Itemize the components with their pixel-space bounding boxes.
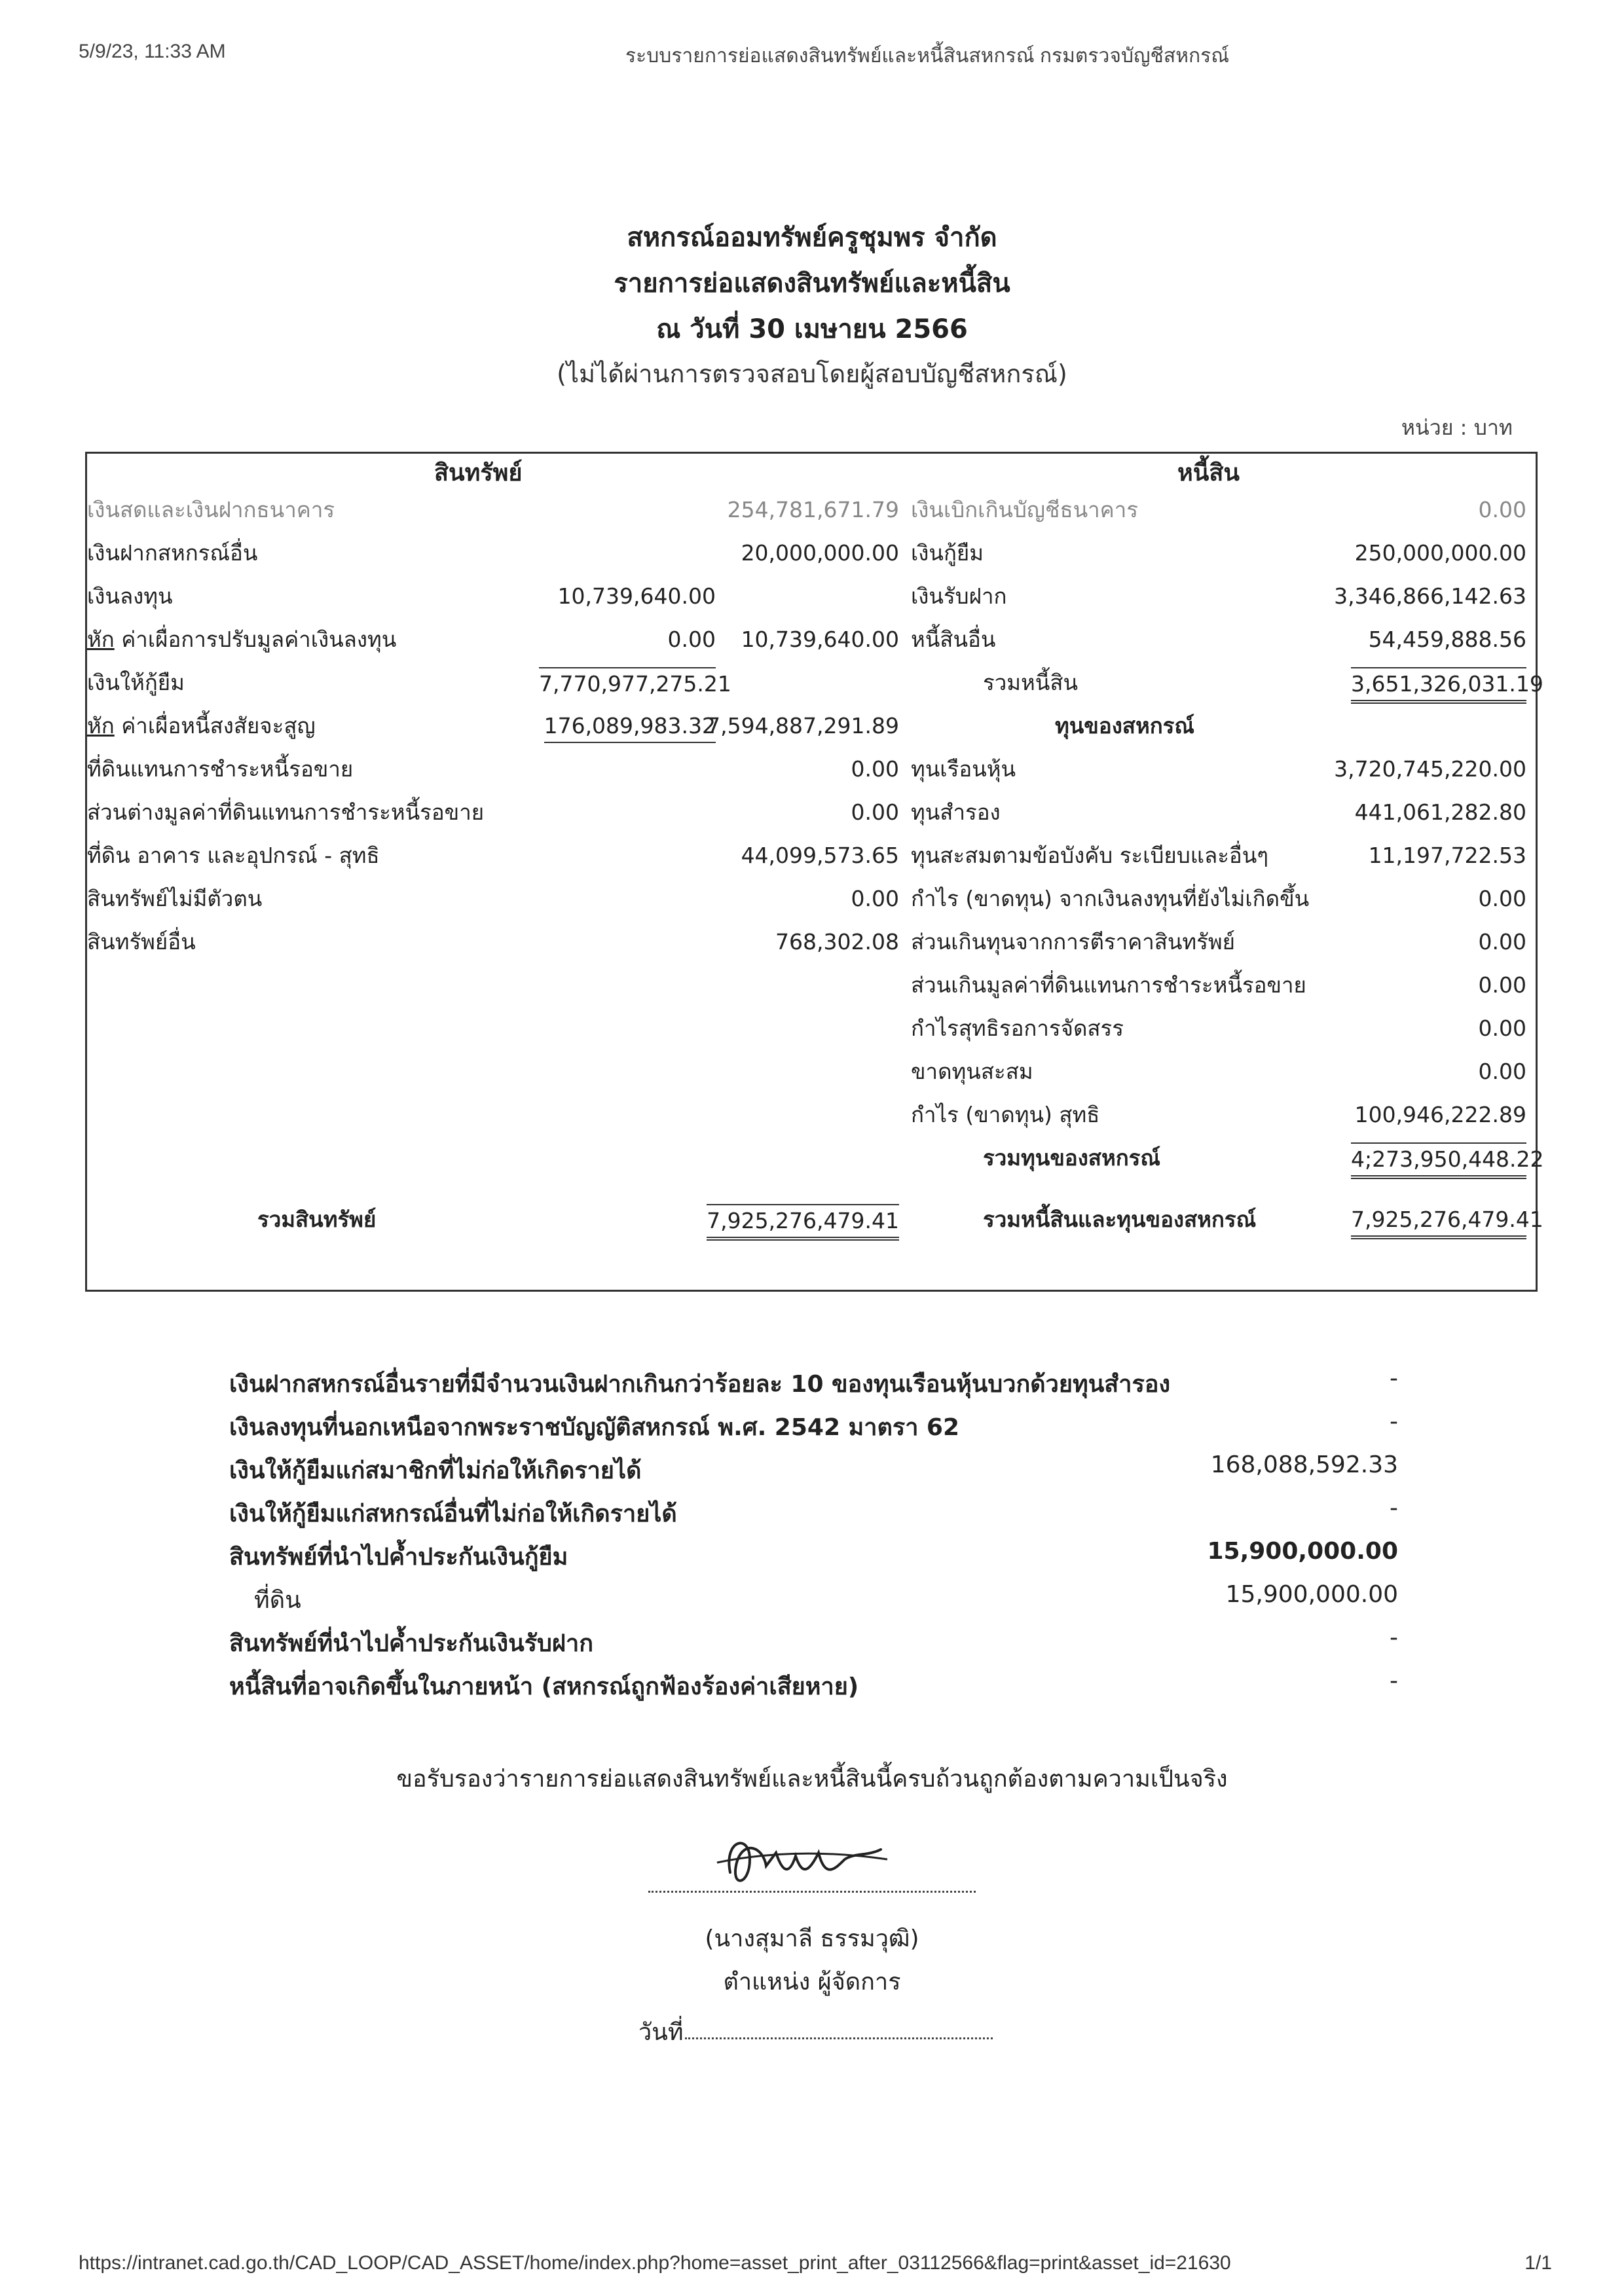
equity-row xyxy=(911,970,1526,1001)
liability-row xyxy=(911,581,1526,612)
note-label: ที่ดิน xyxy=(254,1587,301,1614)
assets-total-row xyxy=(87,1204,899,1235)
equity-value: 0.00 xyxy=(1478,1059,1526,1084)
print-datetime: 5/9/23, 11:33 AM xyxy=(79,41,226,62)
asset-row xyxy=(87,754,899,785)
asset-value: 44,099,573.65 xyxy=(741,843,899,868)
liabilities-header: หนี้สิน xyxy=(1177,460,1240,486)
equity-value: 100,946,222.89 xyxy=(1354,1102,1526,1127)
equity-row xyxy=(911,754,1526,785)
note-value: 15,900,000.00 xyxy=(1207,1538,1398,1565)
liabilities-total-label: รวมหนี้สิน xyxy=(983,670,1079,695)
note-label: เงินให้กู้ยืมแก่สมาชิกที่ไม่ก่อให้เกิดรายได้ xyxy=(229,1457,642,1484)
equity-total-row xyxy=(911,1142,1544,1174)
equity-label: กำไรสุทธิรอการจัดสรร xyxy=(911,1015,1124,1041)
assets-total-value: 7,925,276,479.41 xyxy=(707,1204,899,1241)
date-label: วันที่ xyxy=(638,2019,684,2046)
note-value: 168,088,592.33 xyxy=(1210,1451,1398,1478)
asset-value: 0.00 xyxy=(851,799,899,825)
equity-row xyxy=(911,840,1526,871)
note-value: - xyxy=(1390,1495,1398,1522)
equity-value: 0.00 xyxy=(1478,929,1526,955)
note-label: หนี้สินที่อาจเกิดขึ้นในภายหน้า (สหกรณ์ถูกฟ้องร้องค่าเสียหาย) xyxy=(229,1673,859,1700)
grand-total-label: รวมหนี้สินและทุนของสหกรณ์ xyxy=(983,1207,1257,1232)
assets-header: สินทรัพย์ xyxy=(434,460,523,486)
report-title: รายการย่อแสดงสินทรัพย์และหนี้สิน xyxy=(614,268,1010,299)
asset-row xyxy=(87,538,899,569)
equity-row xyxy=(911,1099,1526,1131)
deduct-prefix: หัก xyxy=(87,713,115,738)
asset-value: 0.00 xyxy=(851,886,899,911)
equity-value: 0.00 xyxy=(1478,1015,1526,1041)
note-label: สินทรัพย์ที่นำไปค้ำประกันเงินรับฝาก xyxy=(229,1630,593,1657)
equity-label: ส่วนเกินทุนจากการตีราคาสินทรัพย์ xyxy=(911,929,1235,955)
liability-label: หนี้สินอื่น xyxy=(911,627,996,652)
liability-value: 3,346,866,142.63 xyxy=(1334,583,1526,609)
certification-statement: ขอรับรองว่ารายการย่อแสดงสินทรัพย์และหนี้สินนี้ครบถ้วนถูกต้องตามความเป็นจริง xyxy=(396,1766,1228,1793)
equity-total-value: 4;273,950,448.22 xyxy=(1351,1142,1526,1179)
liability-label: เงินกู้ยืม xyxy=(911,540,984,566)
note-value: - xyxy=(1390,1624,1398,1651)
note-label: สินทรัพย์ที่นำไปค้ำประกันเงินกู้ยืม xyxy=(229,1544,568,1571)
signature-line xyxy=(648,1891,976,1893)
equity-label: ส่วนเกินมูลค่าที่ดินแทนการชำระหนี้รอขาย xyxy=(911,972,1306,998)
liability-row xyxy=(911,624,1526,655)
report-date: ณ วันที่ 30 เมษายน 2566 xyxy=(656,314,968,344)
asset-row xyxy=(87,797,899,828)
asset-label: เงินฝากสหกรณ์อื่น xyxy=(87,540,258,566)
grand-total-value: 7,925,276,479.41 xyxy=(1351,1204,1526,1239)
asset-value: 768,302.08 xyxy=(775,929,899,955)
asset-value: 20,000,000.00 xyxy=(741,540,899,566)
asset-value: 0.00 xyxy=(851,756,899,782)
asset-label: ค่าเผื่อหนี้สงสัยจะสูญ xyxy=(114,713,316,738)
equity-value: 0.00 xyxy=(1478,972,1526,998)
asset-label: ส่วนต่างมูลค่าที่ดินแทนการชำระหนี้รอขาย xyxy=(87,799,485,825)
grand-total-row xyxy=(911,1204,1543,1235)
print-footer-url: https://intranet.cad.go.th/CAD_LOOP/CAD_ASSET/home/index.php?home=asset_print_after_03112566&flag=print&asset_id=21630 xyxy=(79,2252,1231,2274)
asset-label: สินทรัพย์อื่น xyxy=(87,929,196,955)
asset-row xyxy=(87,710,899,742)
asset-row xyxy=(87,840,899,871)
asset-sub-value: 10,739,640.00 xyxy=(557,583,716,609)
equity-row xyxy=(911,797,1526,828)
liability-row xyxy=(911,494,1526,526)
equity-row xyxy=(911,926,1526,958)
coop-name: สหกรณ์ออมทรัพย์ครูชุมพร จำกัด xyxy=(627,223,997,253)
equity-value: 0.00 xyxy=(1478,886,1526,911)
liability-value: 0.00 xyxy=(1478,497,1526,522)
liability-value: 54,459,888.56 xyxy=(1368,627,1526,652)
unit-label: หน่วย : บาท xyxy=(1401,415,1513,440)
audit-note: (ไม่ได้ผ่านการตรวจสอบโดยผู้สอบบัญชีสหกรณ์) xyxy=(557,359,1067,388)
asset-row xyxy=(87,667,899,699)
note-value: - xyxy=(1390,1365,1398,1392)
equity-label: ขาดทุนสะสม xyxy=(911,1059,1033,1084)
asset-label: สินทรัพย์ไม่มีตัวตน xyxy=(87,886,263,911)
asset-row xyxy=(87,926,899,958)
note-label: เงินฝากสหกรณ์อื่นรายที่มีจำนวนเงินฝากเกินกว่าร้อยละ 10 ของทุนเรือนหุ้นบวกด้วยทุนสำรอง xyxy=(229,1371,1171,1398)
asset-sub-value: 0.00 xyxy=(667,627,716,652)
equity-label: ทุนเรือนหุ้น xyxy=(911,756,1016,782)
liabilities-total-value: 3,651,326,031.19 xyxy=(1351,667,1526,704)
assets-total-label: รวมสินทรัพย์ xyxy=(257,1207,377,1232)
asset-sub-value: 176,089,983.32 xyxy=(544,710,716,743)
asset-row xyxy=(87,581,899,612)
equity-row xyxy=(911,1013,1526,1044)
asset-label: เงินลงทุน xyxy=(87,583,173,609)
equity-value: 441,061,282.80 xyxy=(1354,799,1526,825)
asset-value: 7,594,887,291.89 xyxy=(707,713,899,738)
print-system-title: ระบบรายการย่อแสดงสินทรัพย์และหนี้สินสหกรณ์ กรมตรวจบัญชีสหกรณ์ xyxy=(625,45,1230,67)
liability-row xyxy=(911,538,1526,569)
date-line xyxy=(685,2037,993,2039)
asset-row xyxy=(87,624,899,655)
equity-label: ทุนสำรอง xyxy=(911,799,1001,825)
print-page-number: 1/1 xyxy=(1524,2252,1552,2274)
asset-label: ค่าเผื่อการปรับมูลค่าเงินลงทุน xyxy=(114,627,397,652)
liabilities-total-row xyxy=(911,667,1543,699)
equity-label: ทุนสะสมตามข้อบังคับ ระเบียบและอื่นๆ xyxy=(911,843,1269,868)
signer-name: (นางสุมาลี ธรรมวุฒิ) xyxy=(705,1925,919,1952)
asset-value: 254,781,671.79 xyxy=(727,497,899,522)
asset-label: ที่ดิน อาคาร และอุปกรณ์ - สุทธิ xyxy=(87,843,380,868)
note-label: เงินให้กู้ยืมแก่สหกรณ์อื่นที่ไม่ก่อให้เกิดรายได้ xyxy=(229,1501,677,1527)
asset-label: เงินให้กู้ยืม xyxy=(87,670,185,695)
asset-sub-value: 7,770,977,275.21 xyxy=(539,667,716,700)
note-value: 15,900,000.00 xyxy=(1225,1581,1398,1608)
asset-row xyxy=(87,494,899,526)
signer-position: ตำแหน่ง ผู้จัดการ xyxy=(723,1969,901,1995)
statement-box xyxy=(85,452,1544,1292)
equity-label: กำไร (ขาดทุน) สุทธิ xyxy=(911,1102,1100,1127)
equity-value: 11,197,722.53 xyxy=(1368,843,1526,868)
note-value: - xyxy=(1390,1408,1398,1435)
equity-header: ทุนของสหกรณ์ xyxy=(1055,713,1195,738)
equity-total-label: รวมทุนของสหกรณ์ xyxy=(983,1145,1161,1171)
equity-value: 3,720,745,220.00 xyxy=(1334,756,1526,782)
liability-value: 250,000,000.00 xyxy=(1354,540,1526,566)
equity-row xyxy=(911,883,1526,915)
asset-label: ที่ดินแทนการชำระหนี้รอขาย xyxy=(87,756,354,782)
equity-row xyxy=(911,1056,1526,1087)
signature-mark xyxy=(704,1827,900,1899)
asset-row xyxy=(87,883,899,915)
liability-label: เงินรับฝาก xyxy=(911,583,1007,609)
note-label: เงินลงทุนที่นอกเหนือจากพระราชบัญญัติสหกรณ์ พ.ศ. 2542 มาตรา 62 xyxy=(229,1414,960,1441)
asset-value: 10,739,640.00 xyxy=(741,627,899,652)
equity-label: กำไร (ขาดทุน) จากเงินลงทุนที่ยังไม่เกิดขึ้น xyxy=(911,886,1310,911)
liability-label: เงินเบิกเกินบัญชีธนาคาร xyxy=(911,497,1138,522)
asset-label: เงินสดและเงินฝากธนาคาร xyxy=(87,497,335,522)
deduct-prefix: หัก xyxy=(87,627,115,652)
note-value: - xyxy=(1390,1667,1398,1694)
